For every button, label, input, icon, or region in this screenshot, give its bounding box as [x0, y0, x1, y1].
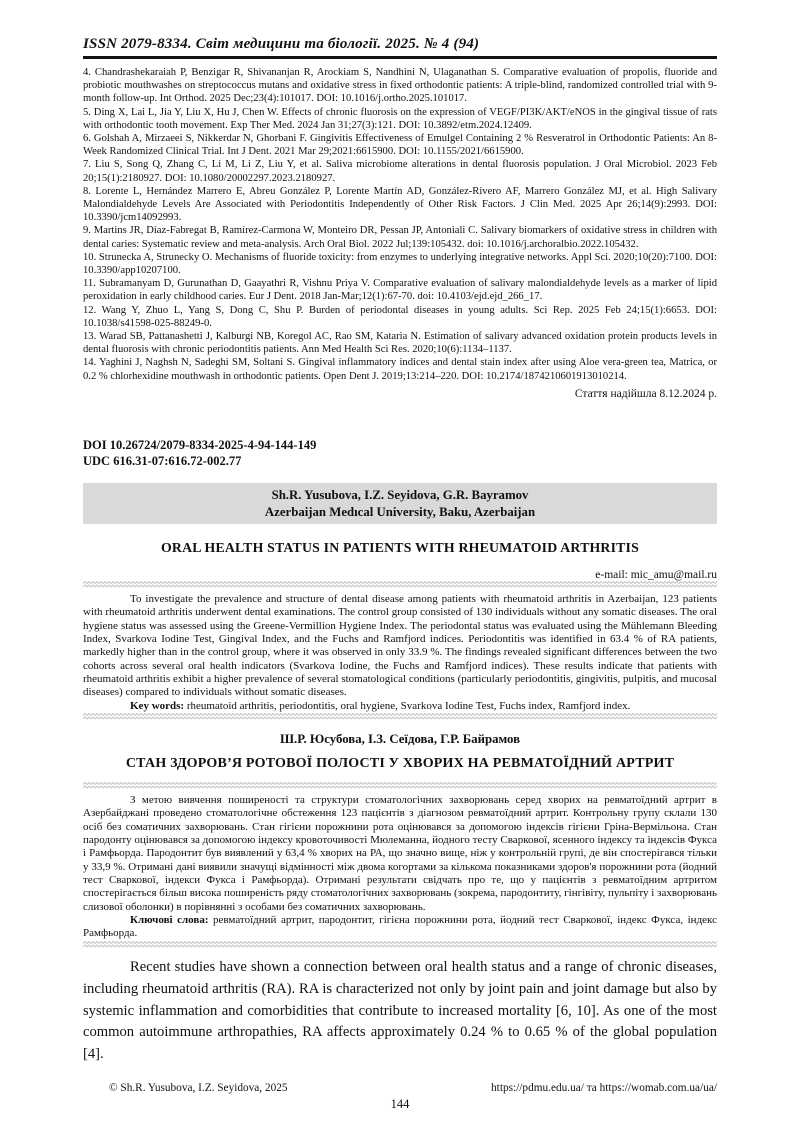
article-title-en: ORAL HEALTH STATUS IN PATIENTS WITH RHEUMATOID ARTHRITIS: [160, 539, 639, 555]
footer-copyright: © Sh.R. Yusubova, I.Z. Seyidova, 2025: [109, 1082, 288, 1095]
keywords-en-label: Key words:: [130, 699, 185, 712]
authors-affiliation-block: [83, 483, 717, 524]
zigzag-divider: [83, 713, 717, 720]
doi-line: DOI 10.26724/2079-8334-2025-4-94-144-149: [83, 437, 317, 452]
reference-item: 10. Strunecka A, Strunecky O. Mechanisms of fluoride toxicity: from enzymes to underlying integrative networks. Appl Sci. 2020;10(20):7100. DOI: 10.3390/app10207100.: [83, 251, 717, 277]
reference-item: 11. Subramanyam D, Gurunathan D, Gaayathri R, Vishnu Priya V. Comparative evaluation of salivary malondialdehyde levels as a marker of lipid peroxidation in early childhood caries. Eur J Dent. 2018 Jan-Mar;12(1):67-70. doi: 10.4103/ejd.ejd_266_17.: [83, 278, 717, 303]
authors-en: Sh.R. Yusubova, I.Z. Seyidova, G.R. Bayramov: [271, 487, 529, 502]
article-identifiers: [83, 437, 717, 470]
reference-item: 6. Golshah A, Mirzaeei S, Nikkerdar N, Ghorbani F. Gingivitis Effectiveness of Emulgel Containing 2 % Resveratrol in Orthodontic Patients: An 8-Week Randomized Clinical Trial. Int J Dent. 2021 Mar 29;2021:6615900. DOI: 10.1155/2021/6615900.: [83, 133, 717, 158]
keywords-uk-text: ревматоїдний артрит, пародонтит, гігієна порожнини рота, йодний тест Сваркової, індекс Фукса, індекс Рамфьорда.: [83, 914, 717, 940]
zigzag-divider: [83, 782, 717, 789]
reference-item: 12. Wang Y, Zhuo L, Yang S, Dong C, Shu P. Burden of periodontal diseases in young adults. Sci Rep. 2025 Feb 24;15(1):6653. DOI: 10.1038/s41598-025-88249-0.: [83, 304, 717, 329]
reference-item: 13. Warad SB, Pattanashetti J, Kalburgi NB, Koregol AC, Rao SM, Kataria N. Estimation of salivary advanced oxidation protein products levels in dental fluorosis with chronic periodontitis patients. Ann Med Health Sci Res. 2020;10(6):1134–1137.: [83, 331, 717, 356]
reference-item: 8. Lorente L, Hernández Marrero E, Abreu González P, Lorente Martín AD, González-Rivero AF, Marrero González MJ, et al. High Salivary Malondialdehyde Levels Are Associated with Periodontitis Independently of Other Risk Factors. J Clin Med. 2025 Apr 26;14(9):2993. DOI: 10.3390/jcm14092993.: [83, 185, 717, 224]
page-footer: [83, 1082, 717, 1112]
article-body-paragraph: Recent studies have shown a connection between oral health status and a range of chronic diseases, including rheumatoid arthritis (RA). RA is characterized not only by joint pain and joint damage but also by systemic inflammation and comorbidities that contribute to increased mortality [6, 10]. As one of the most common autoimmune arthropathies, RA affects approximately 0.24 % to 0.65 % of the global population [4].: [83, 958, 717, 1063]
keywords-en-text: rheumatoid arthritis, periodontitis, oral hygiene, Svarkova Iodine Test, Fuchs index, Ramfjord index.: [184, 699, 631, 712]
page-number: 144: [390, 1097, 410, 1112]
footer-links: https://pdmu.edu.ua/ та https://womab.com.ua/ua/: [491, 1082, 717, 1095]
reference-item: 5. Ding X, Lai L, Jia Y, Liu X, Hu J, Chen W. Effects of chronic fluorosis on the expression of VEGF/PI3K/AKT/eNOS in the gingival tissue of rats with orthodontic tooth movement. Exp Ther Med. 2024 Jan 31;27(3):121. DOI: 10.3892/etm.2024.12409.: [83, 106, 717, 131]
article-title-uk: СТАН ЗДОРОВ’Я РОТОВОЇ ПОЛОСТІ У ХВОРИХ НА РЕВМАТОЇДНИЙ АРТРИТ: [125, 755, 675, 771]
zigzag-divider: [83, 581, 717, 588]
zigzag-divider: [83, 941, 717, 948]
affiliation-en: Azerbaijan Medıcal University, Baku, Azerbaijan: [264, 504, 536, 519]
contact-email: e-mail: mic_amu@mail.ru: [595, 568, 717, 581]
journal-page: [83, 0, 717, 1112]
references-list: [83, 66, 717, 383]
keywords-uk-label: Ключові слова:: [130, 914, 209, 927]
reference-item: 4. Chandrashekaraiah P, Benzigar R, Shivananjan R, Arockiam S, Nandhini N, Ulaganathan S. Comparative evaluation of propolis, fluoride and probiotic mouthwashes on streptococcus mutans and oxidative stress in fixed orthodontic patients: A triple-blind, randomized controlled trial with 9-month follow-up. Int Orthod. 2025 Dec;23(4):101017. DOI: 10.1016/j.ortho.2025.101017.: [83, 67, 717, 105]
reference-item: 7. Liu S, Song Q, Zhang C, Li M, Li Z, Liu Y, et al. Saliva microbiome alterations in dental fluorosis population. J Oral Microbiol. 2023 Feb 20;15(1):2180927. DOI: 10.1080/20002297.2023.2180927.: [83, 159, 717, 184]
authors-uk: Ш.Р. Юсубова, І.З. Сеїдова, Г.Р. Байрамов: [279, 731, 521, 746]
abstract-en: To investigate the prevalence and structure of dental disease among patients with rheumatoid arthritis in Azerbaijan, 123 patients with rheumatoid arthritis underwent dental examinations. The control group consisted of 130 individuals without any somatic diseases. The oral hygiene status was assessed using the Greene-Vermillion Hygiene Index. The periodontal status was evaluated using the Mühlemann Bleeding Index, Svarkova Iodine Test, Gingival Index, and the Fuchs and Ramfjord indices. Periodontitis was identified in 63.4 % of RA patients, markedly higher than in the control group, where it was observed in only 33.9 %. The findings revealed significant differences between the two cohorts across several oral health indicators (Svarkova Iodine, the Fuchs and Ramfjord indices). These results indicate that patients with rheumatoid arthritis exhibit a higher prevalence of several stomatological conditions (particularly periodontitis, gingivitis, pulpitis, and mucosal diseases) compared to individuals without somatic diseases.: [83, 592, 717, 699]
keywords-en: [83, 700, 717, 713]
header-rule: [83, 56, 717, 59]
abstract-uk: З метою вивчення поширеності та структури стоматологічних захворювань серед хворих на ревматоїдний артрит в Азербайджані проведено стоматологічне обстеження 123 пацієнтів з діагнозом ревматоїдний артрит. Контрольну групу склали 130 осіб без соматичних захворювань. Стан гігієни порожнини рота оцінювався за допомогою індексів гігієни Гріна-Вермільона. Стан пародонту оцінювався за допомогою індексу кровоточивості Мюлеманна, йодного тесту Сваркової, ясенного індексу та індексів Фукса і Рамфьорда. Пародонтит був виявлений у 63,4 % хворих на РА, що значно вище, ніж у контрольній групі, де він спостерігався тільки у 33,9 %. Отримані дані виявили значущі відмінності між двома когортами за кількома показниками здоров'я порожнини рота (йодний тест Сваркової, індекси Фукса і Рамфьорда). Отримані результати свідчать про те, що у пацієнтів з ревматоїдним артритом спостерігається більш висока поширеність ряду стоматологічних захворювань (зокрема, пародонтиту, гінгівіту, пульпіту і захворювань слизової оболонки) в порівнянні з особами без соматичних захворювань.: [83, 793, 717, 913]
journal-header: ISSN 2079-8334. Світ медицини та біології. 2025. № 4 (94): [83, 36, 480, 52]
article-received-date: Стаття надійшла 8.12.2024 р.: [574, 387, 717, 400]
keywords-uk: [83, 914, 717, 941]
reference-item: 9. Martins JR, Díaz-Fabregat B, Ramírez-Carmona W, Monteiro DR, Pessan JP, Antoniali C. Salivary biomarkers of oxidative stress in children with dental caries: Systematic review and meta-analysis. Arch Oral Biol. 2022 Jul;139:105432. doi: 10.1016/j.archoralbio.2022.105432.: [83, 225, 717, 250]
reference-item: 14. Yaghini J, Naghsh N, Sadeghi SM, Soltani S. Gingival inflammatory indices and dental stain index after using Aloe vera-green tea, Matrica, or 0.2 % chlorhexidine mouthwash in orthodontic patients. Open Dent J. 2019;13:214–220. DOI: 10.2174/1874210601913010214.: [83, 357, 717, 382]
udc-line: UDC 616.31-07:616.72-002.77: [83, 454, 242, 469]
